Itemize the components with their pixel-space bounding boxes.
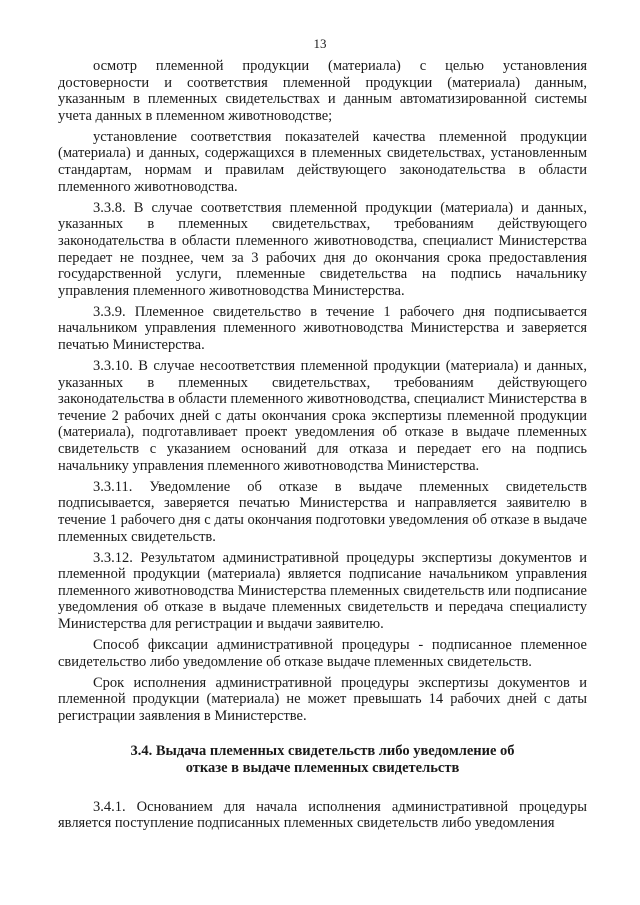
paragraph-3-3-11: 3.3.11. Уведомление об отказе в выдаче племенных свидетельств подписывается, заверяется печатью Министерства и направляется заявителю в течение 1 рабочего дня с даты окончания подготовки уведомления об отказе в выдаче племенных свидетельств. <box>58 478 587 545</box>
paragraph-fixation-method: Способ фиксации административной процедуры - подписанное племенное свидетельство либо уведомление об отказе выдаче племенных свидетельств. <box>58 637 587 670</box>
section-heading-3-4 <box>58 743 587 777</box>
paragraph-inspection: осмотр племенной продукции (материала) с целью установления достоверности и соответствия племенной продукции (материала) данным, указанным в племенных свидетельствах и данным автоматизированной системы учета данных в племенном животноводстве; <box>58 58 587 124</box>
section-heading-line-1: 3.4. Выдача племенных свидетельств либо уведомление об <box>130 742 515 759</box>
page-number: 13 <box>313 36 327 51</box>
paragraph-quality-compliance: установление соответствия показателей качества племенной продукции (материала) и данных, содержащихся в племенных свидетельствах, установленным стандартам, нормам и правилам действующего законодательства в области племенного животноводства. <box>58 128 587 195</box>
paragraph-3-3-8: 3.3.8. В случае соответствия племенной продукции (материала) и данных, указанных в племенных свидетельствах, требованиям действующего законодательства в области племенного животноводства, специалист Министерства передает не позднее, чем за 3 рабочих дня до окончания срока предоставления государственной услуги, племенные свидетельства на подпись начальнику управления племенного животноводства Министерства. <box>58 199 587 299</box>
paragraph-3-3-12: 3.3.12. Результатом административной процедуры экспертизы документов и племенной продукции (материала) является подписание начальником управления племенного животноводства Министерства племенных свидетельств или подписание уведомления об отказе в выдаче племенных свидетельств и передача специалисту Министерства для регистрации и выдачи заявителю. <box>58 549 587 632</box>
paragraph-execution-term: Срок исполнения административной процедуры экспертизы документов и племенной продукции (материала) не может превышать 14 рабочих дней с даты регистрации заявления в Министерстве. <box>58 674 587 724</box>
document-body <box>58 58 587 836</box>
section-heading-line-2: отказе в выдаче племенных свидетельств <box>185 759 460 776</box>
paragraph-3-4-1: 3.4.1. Основанием для начала исполнения административной процедуры является поступление подписанных племенных свидетельств либо уведомления <box>58 798 587 832</box>
paragraph-3-3-9: 3.3.9. Племенное свидетельство в течение 1 рабочего дня подписывается начальником управления племенного животноводства Министерства и заверяется печатью Министерства. <box>58 303 587 353</box>
paragraph-3-3-10: 3.3.10. В случае несоответствия племенной продукции (материала) и данных, указанных в племенных свидетельствах, требованиям действующего законодательства в области племенного животноводства, специалист Министерства в течение 2 рабочих дней с даты окончания срока экспертизы племенной продукции (материала), подготавливает проект уведомления об отказе в выдаче племенных свидетельств с указанием оснований для отказа и передает его на подпись начальнику управления племенного животноводства Министерства. <box>58 358 587 474</box>
